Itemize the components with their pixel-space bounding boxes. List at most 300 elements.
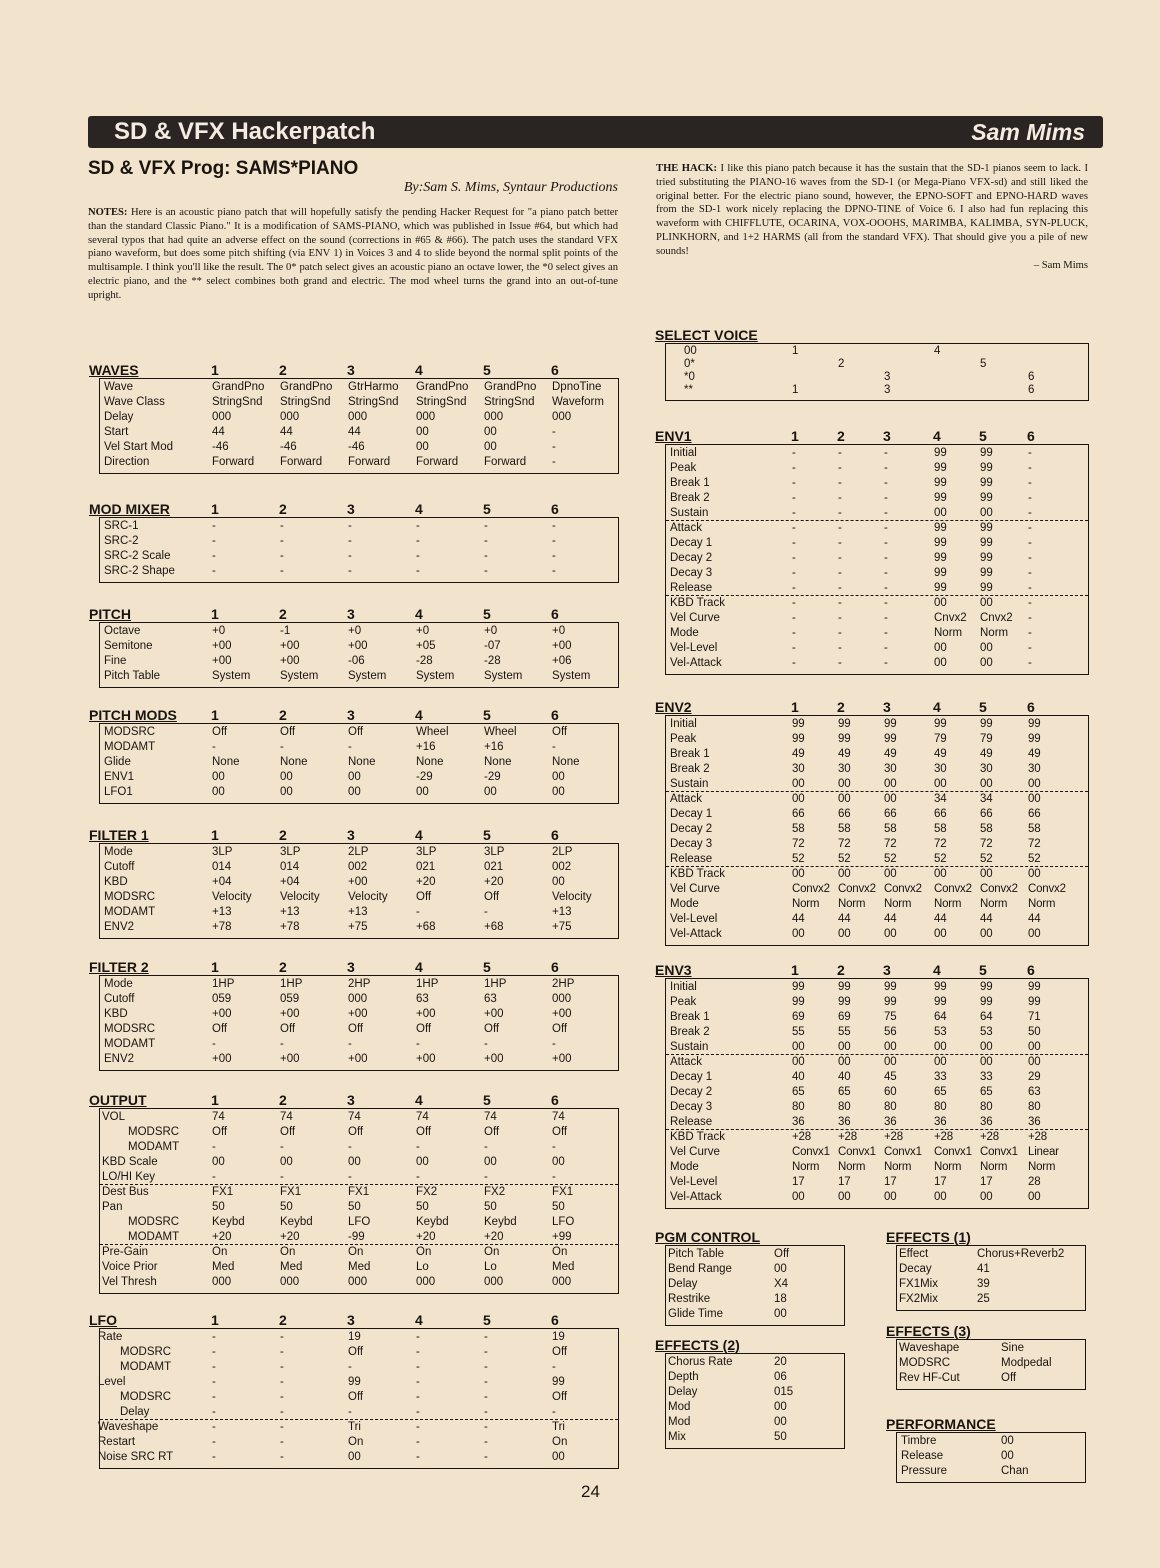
parameter-value: 99 [934, 477, 947, 489]
parameter-value: Forward [416, 456, 459, 468]
parameter-value: 002 [348, 861, 368, 873]
parameter-value: +78 [280, 921, 300, 933]
parameter-value: 50 [280, 1201, 293, 1213]
column-header: 3 [347, 501, 355, 517]
parameter-value: - [884, 462, 888, 474]
parameter-value: +28 [980, 1131, 999, 1143]
parameter-value: 99 [348, 1376, 361, 1388]
column-header: 1 [211, 606, 219, 622]
parameter-value: +00 [552, 1008, 572, 1020]
column-header: 6 [1027, 699, 1035, 715]
parameter-label: Vel Curve [670, 1146, 720, 1158]
parameter-value: StringSnd [416, 396, 467, 408]
parameter-value: - [552, 1038, 556, 1050]
parameter-row [666, 611, 1088, 626]
parameter-value: - [212, 535, 216, 547]
parameter-value: 00 [934, 1056, 947, 1068]
parameter-value: 00 [416, 426, 429, 438]
parameter-value: 49 [934, 748, 947, 760]
parameter-value: 36 [980, 1116, 993, 1128]
parameter-value: Convx1 [792, 1146, 830, 1158]
parameter-value: 3 [884, 371, 891, 383]
parameter-value: 60 [884, 1086, 897, 1098]
parameter-row [666, 1070, 1088, 1085]
parameter-value: 56 [884, 1026, 897, 1038]
parameter-row [100, 549, 618, 564]
parameter-row [897, 1341, 1085, 1356]
parameter-row [100, 1200, 618, 1215]
parameter-value: - [552, 1141, 556, 1153]
parameter-value: - [838, 627, 842, 639]
parameter-value: - [792, 537, 796, 549]
parameter-row [666, 1415, 844, 1430]
parameter-value: - [416, 906, 420, 918]
parameter-value: - [792, 447, 796, 459]
page-number: 24 [581, 1482, 600, 1501]
parameter-value: -1 [280, 625, 291, 637]
parameter-row [100, 740, 618, 755]
parameter-value: 00 [1028, 778, 1041, 790]
parameter-value: - [792, 462, 796, 474]
parameter-value: 53 [934, 1026, 947, 1038]
parameter-value: 00 [980, 1056, 993, 1068]
parameter-value: Convx1 [934, 1146, 972, 1158]
parameter-value: 74 [348, 1111, 361, 1123]
parameter-value: 99 [980, 718, 993, 730]
section-title: SELECT VOICE [655, 327, 758, 343]
column-header: 4 [415, 707, 423, 723]
parameter-label: SRC-2 Scale [104, 550, 171, 562]
program-title: SD & VFX Prog: SAMS*PIANO [88, 158, 359, 179]
section-title: PGM CONTROL [655, 1229, 760, 1245]
parameter-value: - [416, 1406, 420, 1418]
parameter-value: 72 [1028, 838, 1041, 850]
parameter-value: 99 [934, 996, 947, 1008]
parameter-value: - [484, 1361, 488, 1373]
parameter-label: Decay [899, 1263, 932, 1275]
pitchmods-section [89, 707, 619, 804]
parameter-value: None [484, 756, 512, 768]
parameter-value: 28 [1028, 1176, 1041, 1188]
parameter-value: 00 [838, 1056, 851, 1068]
parameter-value: - [484, 550, 488, 562]
parameter-value: Off [484, 891, 500, 903]
parameter-value: - [280, 1451, 284, 1463]
parameter-value: - [212, 550, 216, 562]
parameter-value: +0 [416, 625, 430, 637]
effects3-section [886, 1323, 1086, 1390]
parameter-row [100, 860, 618, 875]
parameter-value: - [416, 1391, 420, 1403]
parameter-value: - [348, 1406, 352, 1418]
parameter-row [666, 777, 1088, 792]
parameter-row [100, 770, 618, 785]
parameter-value: - [416, 1451, 420, 1463]
parameter-row [666, 581, 1088, 596]
parameter-row [666, 566, 1088, 581]
section-header [89, 827, 619, 843]
parameter-label: Decay 1 [670, 808, 713, 820]
parameter-value: 00 [980, 657, 993, 669]
parameter-label: KBD Track [670, 1131, 725, 1143]
parameter-value: - [280, 1038, 284, 1050]
parameter-value: - [838, 507, 842, 519]
parameter-label: Vel Thresh [102, 1276, 157, 1288]
parameter-label: ENV2 [104, 1053, 135, 1065]
parameter-value: 58 [884, 823, 897, 835]
parameter-value: GrandPno [212, 381, 265, 393]
parameter-value: - [416, 550, 420, 562]
parameter-label: Decay 3 [670, 838, 713, 850]
column-header: 2 [279, 959, 287, 975]
parameter-box [896, 1339, 1086, 1390]
parameter-box [99, 622, 619, 688]
parameter-value: 00 [792, 868, 805, 880]
parameter-value: System [484, 670, 523, 682]
parameter-value: Off [416, 891, 432, 903]
column-header: 3 [347, 959, 355, 975]
parameter-label: Wave [104, 381, 133, 393]
section-title: EFFECTS (2) [655, 1337, 740, 1353]
notes-paragraph [88, 206, 618, 303]
parameter-value: 000 [416, 1276, 436, 1288]
parameter-value: - [792, 507, 796, 519]
parameter-value: - [280, 1421, 284, 1433]
parameter-value: 99 [980, 996, 993, 1008]
hack-lead: THE HACK: [656, 163, 718, 174]
parameter-row [100, 1275, 618, 1290]
parameter-box [665, 715, 1089, 946]
parameter-value: +00 [212, 1008, 232, 1020]
parameter-value: - [484, 1406, 488, 1418]
parameter-value: - [280, 520, 284, 532]
parameter-value: - [212, 565, 216, 577]
parameter-label: MODSRC [120, 1391, 172, 1403]
parameter-value: 000 [280, 1276, 300, 1288]
parameter-value: 49 [792, 748, 805, 760]
parameter-label: Level [98, 1376, 126, 1388]
parameter-value: Convx1 [838, 1146, 876, 1158]
parameter-box [896, 1245, 1086, 1311]
parameter-value: System [280, 670, 319, 682]
parameter-label: Pre-Gain [102, 1246, 149, 1258]
parameter-value: -46 [280, 441, 297, 453]
parameter-value: 52 [1028, 853, 1041, 865]
parameter-value: 52 [838, 853, 851, 865]
parameter-row [897, 1292, 1085, 1307]
parameter-value: 72 [934, 838, 947, 850]
filter1-section [89, 827, 619, 939]
parameter-value: - [552, 1406, 556, 1418]
column-header: 5 [483, 606, 491, 622]
parameter-value: 00 [838, 793, 851, 805]
parameter-value: +68 [484, 921, 504, 933]
parameter-value: 000 [280, 411, 300, 423]
parameter-value: 99 [980, 567, 993, 579]
parameter-label: MODSRC [128, 1216, 180, 1228]
parameter-row [666, 1430, 844, 1445]
parameter-value: - [838, 522, 842, 534]
parameter-value: - [552, 565, 556, 577]
parameter-row [666, 912, 1088, 927]
parameter-label: Decay 2 [670, 1086, 713, 1098]
parameter-value: 49 [1028, 748, 1041, 760]
parameter-value: - [884, 477, 888, 489]
parameter-value: Forward [484, 456, 527, 468]
parameter-row [100, 639, 618, 654]
section-title: FILTER 2 [89, 959, 149, 975]
parameter-label: Release [670, 853, 713, 865]
parameter-value: 99 [934, 552, 947, 564]
parameter-row [100, 1155, 618, 1170]
parameter-value: - [1028, 567, 1032, 579]
parameter-value: 00 [838, 778, 851, 790]
parameter-value: - [884, 537, 888, 549]
parameter-value: - [792, 567, 796, 579]
parameter-value: 00 [1028, 1041, 1041, 1053]
parameter-value: 00 [1028, 793, 1041, 805]
parameter-value: 99 [934, 582, 947, 594]
parameter-label: FX1Mix [899, 1278, 938, 1290]
column-header: 6 [551, 959, 559, 975]
parameter-value: - [884, 657, 888, 669]
parameter-label: SRC-1 [104, 520, 139, 532]
parameter-value: 49 [884, 748, 897, 760]
parameter-value: +00 [280, 1053, 300, 1065]
parameter-value: GtrHarmo [348, 381, 399, 393]
parameter-value: - [212, 1451, 216, 1463]
parameter-row [100, 1215, 618, 1230]
parameter-row [897, 1277, 1085, 1292]
parameter-value: - [1028, 507, 1032, 519]
parameter-value: 00 [484, 426, 497, 438]
parameter-value: Norm [980, 898, 1008, 910]
parameter-value: 00 [838, 868, 851, 880]
parameter-value: 66 [884, 808, 897, 820]
parameter-value: - [212, 1141, 216, 1153]
parameter-value: Off [774, 1248, 790, 1260]
parameter-value: - [552, 1171, 556, 1183]
column-header: 6 [551, 707, 559, 723]
parameter-label: Vel-Level [670, 642, 718, 654]
pgmcontrol-section [655, 1229, 845, 1326]
parameter-value: 66 [1028, 808, 1041, 820]
parameter-value: - [552, 535, 556, 547]
parameter-value: -28 [484, 655, 501, 667]
section-title: ENV2 [655, 699, 692, 715]
parameter-value: - [484, 906, 488, 918]
parameter-box [665, 343, 1089, 401]
parameter-value: 30 [1028, 763, 1041, 775]
parameter-row [666, 762, 1088, 777]
column-header: 5 [483, 827, 491, 843]
section-title: PITCH [89, 606, 131, 622]
parameter-value: Cnvx2 [980, 612, 1013, 624]
parameter-value: 1HP [416, 978, 439, 990]
parameter-value: 00 [348, 786, 361, 798]
parameter-value: - [280, 1361, 284, 1373]
parameter-label: ** [684, 384, 693, 396]
parameter-box [99, 723, 619, 804]
section-title: PERFORMANCE [886, 1416, 996, 1432]
parameter-value: - [838, 642, 842, 654]
parameter-value: 002 [552, 861, 572, 873]
parameter-row [666, 792, 1088, 807]
parameter-value: Off [1001, 1372, 1017, 1384]
parameter-label: Initial [670, 447, 697, 459]
parameter-value: 2HP [552, 978, 575, 990]
parameter-value: - [348, 1361, 352, 1373]
parameter-value: 30 [792, 763, 805, 775]
parameter-label: VOL [102, 1111, 126, 1123]
notes-text: Here is an acoustic piano patch that will hopefully satisfy the pending Hacker Request for "a piano patch better than the standard Classic Piano." It is a modification of SAMS-PIANO, which was published in Issue #64, but which had several typos that had quite an adverse effect on the sound (corrections in #65 & #66). The patch uses the standard VFX piano waveform, but does some pitch shifting (via ENV 1) in Voices 3 and 4 to slide beyond the normal split points of the multisample. I think you'll like the result. The 0* patch select gives an acoustic piano an octave lower, the *0 select gives an electric piano, and the ** select combines both grand and electric. The mod wheel turns the grand into an out-of-tune upright. [88, 207, 618, 301]
parameter-label: Break 2 [670, 1026, 710, 1038]
parameter-value: 99 [884, 996, 897, 1008]
section-header [655, 1229, 845, 1245]
parameter-value: - [1028, 492, 1032, 504]
parameter-value: 00 [792, 1191, 805, 1203]
parameter-value: 99 [934, 718, 947, 730]
parameter-value: - [1028, 657, 1032, 669]
parameter-label: Glide Time [668, 1308, 723, 1320]
parameter-value: Off [280, 1023, 296, 1035]
parameter-label: Peak [670, 733, 697, 745]
parameter-value: 72 [838, 838, 851, 850]
parameter-value: Linear [1028, 1146, 1059, 1158]
column-header: 1 [211, 501, 219, 517]
parameter-label: Chorus Rate [668, 1356, 733, 1368]
parameter-value: 58 [792, 823, 805, 835]
parameter-value: Norm [980, 627, 1009, 639]
parameter-label: FX2Mix [899, 1293, 938, 1305]
parameter-row [666, 1160, 1088, 1175]
parameter-row [100, 1330, 618, 1345]
parameter-value: 40 [792, 1071, 805, 1083]
parameter-value: 5 [980, 358, 987, 370]
parameter-value: 74 [416, 1111, 429, 1123]
parameter-row [666, 882, 1088, 897]
parameter-box [99, 975, 619, 1071]
parameter-value: On [484, 1246, 500, 1258]
parameter-value: - [484, 1038, 488, 1050]
parameter-value: 00 [1001, 1450, 1014, 1462]
parameter-box [99, 843, 619, 939]
parameter-value: 000 [484, 1276, 504, 1288]
parameter-label: Mod [668, 1401, 691, 1413]
parameter-label: Waveshape [899, 1342, 960, 1354]
parameter-value: 00 [280, 786, 293, 798]
parameter-label: Pitch Table [104, 670, 161, 682]
parameter-value: 00 [792, 778, 805, 790]
parameter-row [100, 1375, 618, 1390]
parameter-value: 36 [838, 1116, 851, 1128]
parameter-label: Vel Curve [670, 612, 720, 624]
parameter-row [100, 1170, 618, 1185]
parameter-value: - [280, 535, 284, 547]
parameter-value: 99 [792, 718, 805, 730]
parameter-value: 00 [792, 1041, 805, 1053]
parameter-value: - [838, 597, 842, 609]
parameter-value: 00 [212, 1156, 225, 1168]
parameter-label: Vel-Attack [670, 928, 722, 940]
parameter-value: +16 [416, 741, 436, 753]
parameter-label: Decay 3 [670, 1101, 713, 1113]
parameter-value: Off [212, 1126, 228, 1138]
parameter-value: System [552, 670, 591, 682]
parameter-value: Off [280, 726, 296, 738]
parameter-value: - [212, 1421, 216, 1433]
column-header: 2 [279, 827, 287, 843]
parameter-label: Initial [670, 981, 697, 993]
section-header [89, 501, 619, 517]
parameter-value: +00 [348, 640, 368, 652]
parameter-value: 40 [838, 1071, 851, 1083]
parameter-label: Break 1 [670, 748, 710, 760]
env1-section [655, 428, 1089, 675]
parameter-label: Mode [670, 1161, 699, 1173]
section-title: OUTPUT [89, 1092, 147, 1108]
parameter-value: 000 [552, 993, 572, 1005]
parameter-value: +28 [838, 1131, 857, 1143]
parameter-row [100, 395, 618, 410]
parameter-row [897, 1464, 1085, 1479]
parameter-value: 99 [934, 447, 947, 459]
parameter-value: - [1028, 612, 1032, 624]
section-title: MOD MIXER [89, 501, 170, 517]
parameter-value: StringSnd [212, 396, 263, 408]
parameter-row [100, 1037, 618, 1052]
parameter-value: 059 [280, 993, 300, 1005]
parameter-label: KBD [104, 876, 128, 888]
parameter-value: 3LP [416, 846, 437, 858]
parameter-value: 99 [980, 522, 993, 534]
section-header [886, 1323, 1086, 1339]
column-header: 6 [551, 501, 559, 517]
column-header: 6 [1027, 962, 1035, 978]
parameter-value: Convx1 [884, 1146, 922, 1158]
parameter-value: - [348, 550, 352, 562]
column-header: 4 [415, 959, 423, 975]
parameter-value: 99 [1028, 981, 1041, 993]
parameter-label: Break 1 [670, 1011, 710, 1023]
column-header: 4 [933, 962, 941, 978]
parameter-value: - [348, 520, 352, 532]
parameter-row [100, 920, 618, 935]
parameter-label: ENV1 [104, 771, 135, 783]
parameter-value: Med [280, 1261, 303, 1273]
parameter-value: 52 [792, 853, 805, 865]
parameter-row [666, 995, 1088, 1010]
parameter-value: Med [212, 1261, 235, 1273]
parameter-value: 00 [1028, 1056, 1041, 1068]
parameter-value: 44 [280, 426, 293, 438]
parameter-value: - [552, 520, 556, 532]
parameter-box [99, 1328, 619, 1469]
parameter-value: 50 [1028, 1026, 1041, 1038]
parameter-value: 50 [484, 1201, 497, 1213]
parameter-value: 014 [212, 861, 232, 873]
parameter-value: +68 [416, 921, 436, 933]
parameter-label: Attack [670, 1056, 702, 1068]
parameter-label: Break 1 [670, 477, 710, 489]
hack-text: I like this piano patch because it has the sustain that the SD-1 pianos seem to lack. I tried substituting the PIANO-16 waves from the SD-1 (or Mega-Piano VFX-sd) and still liked the original better. For the electric piano sound, however, the EPNO-SOFT and EPNO-HARD waves from the SD-1 work nicely replacing the DPNO-TINE of Voice 6. I also had fun replacing this waveform with CHIFFLUTE, OCARINA, VOX-OOOHS, MARIMBA, KALIMBA, SYN-PLUCK, PLINKHORN, and 1+2 HARMS (all from the standard VFX). That should give you a pile of new sounds! [656, 163, 1088, 257]
parameter-value: +00 [416, 1008, 436, 1020]
parameter-value: - [1028, 447, 1032, 459]
parameter-value: 99 [1028, 718, 1041, 730]
column-header: 3 [347, 362, 355, 378]
parameter-value: 00 [552, 1156, 565, 1168]
parameter-value: Modpedal [1001, 1357, 1052, 1369]
